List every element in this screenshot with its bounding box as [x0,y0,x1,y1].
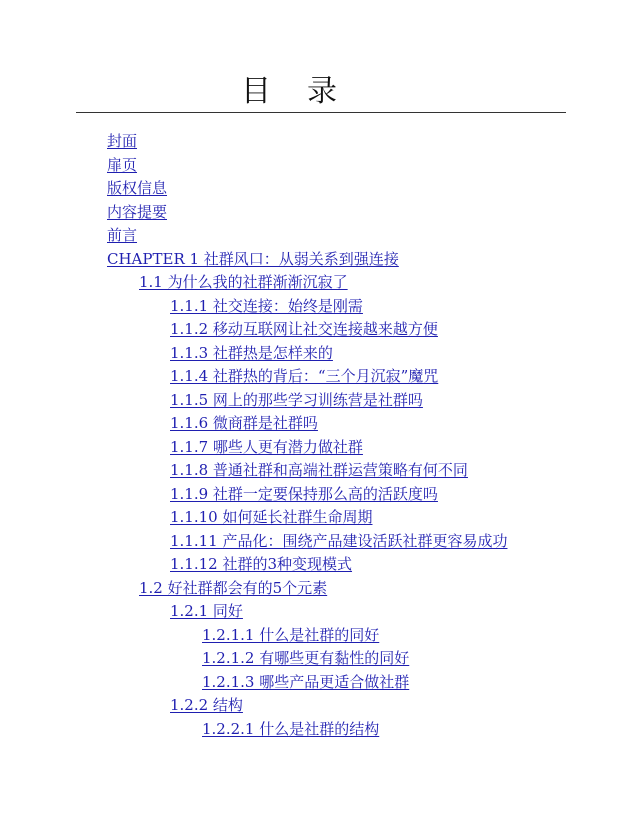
toc-link-1-1-9[interactable]: 1.1.9 社群一定要保持那么高的活跃度吗 [170,484,438,503]
toc-item [0,201,640,225]
toc-item [0,318,640,342]
toc-item [0,553,640,577]
toc-item [0,130,640,154]
table-of-contents [0,130,640,741]
toc-item [0,459,640,483]
toc-link-1-1-12[interactable]: 1.1.12 社群的3种变现模式 [170,555,353,573]
toc-link-1-1-5[interactable]: 1.1.5 网上的那些学习训练营是社群吗 [170,390,423,409]
toc-link-1-2-1[interactable]: 1.2.1 同好 [170,602,243,620]
toc-item [0,600,640,624]
toc-link-chapter-1[interactable]: CHAPTER 1 社群风口：从弱关系到强连接 [107,249,399,268]
toc-item [0,694,640,718]
toc-link-1-1-1[interactable]: 1.1.1 社交连接：始终是刚需 [170,296,363,315]
toc-link-1-1-10[interactable]: 1.1.10 如何延长社群生命周期 [170,508,373,526]
toc-item [0,248,640,272]
toc-link-1-1-2[interactable]: 1.1.2 移动互联网让社交连接越来越方便 [170,320,438,338]
toc-item [0,530,640,554]
toc-link-cover[interactable]: 封面 [107,132,138,150]
page-title: 目录 [241,74,373,109]
toc-link-1-1-4[interactable]: 1.1.4 社群热的背后：“三个月沉寂”魔咒 [170,367,439,385]
toc-link-1-2-1-1[interactable]: 1.2.1.1 什么是社群的同好 [202,625,380,644]
toc-link-title-page[interactable]: 扉页 [107,155,138,174]
toc-item [0,224,640,248]
toc-link-summary[interactable]: 内容提要 [107,202,168,221]
toc-item [0,483,640,507]
toc-item [0,271,640,295]
toc-link-1-1-7[interactable]: 1.1.7 哪些人更有潜力做社群 [170,437,363,456]
toc-link-1-1-11[interactable]: 1.1.11 产品化：围绕产品建设活跃社群更容易成功 [170,531,508,550]
toc-item [0,506,640,530]
toc-item [0,577,640,601]
toc-link-preface[interactable]: 前言 [107,226,138,244]
title-divider [76,112,566,113]
toc-item [0,365,640,389]
toc-link-1-2-2[interactable]: 1.2.2 结构 [170,696,243,714]
toc-item [0,624,640,648]
toc-link-1-2[interactable]: 1.2 好社群都会有的5个元素 [139,578,328,597]
toc-link-1-2-1-3[interactable]: 1.2.1.3 哪些产品更适合做社群 [202,672,410,691]
toc-item [0,671,640,695]
toc-item [0,389,640,413]
toc-item [0,177,640,201]
toc-link-1-1-3[interactable]: 1.1.3 社群热是怎样来的 [170,343,333,362]
toc-item [0,718,640,742]
toc-item [0,412,640,436]
toc-link-1-2-1-2[interactable]: 1.2.1.2 有哪些更有黏性的同好 [202,649,410,667]
toc-item [0,342,640,366]
toc-link-1-2-2-1[interactable]: 1.2.2.1 什么是社群的结构 [202,719,380,738]
toc-item [0,647,640,671]
toc-item [0,154,640,178]
toc-link-1-1-8[interactable]: 1.1.8 普通社群和高端社群运营策略有何不同 [170,461,468,479]
toc-link-1-1[interactable]: 1.1 为什么我的社群渐渐沉寂了 [139,273,348,291]
toc-item [0,295,640,319]
toc-link-1-1-6[interactable]: 1.1.6 微商群是社群吗 [170,414,318,432]
toc-item [0,436,640,460]
toc-link-copyright[interactable]: 版权信息 [107,179,168,197]
